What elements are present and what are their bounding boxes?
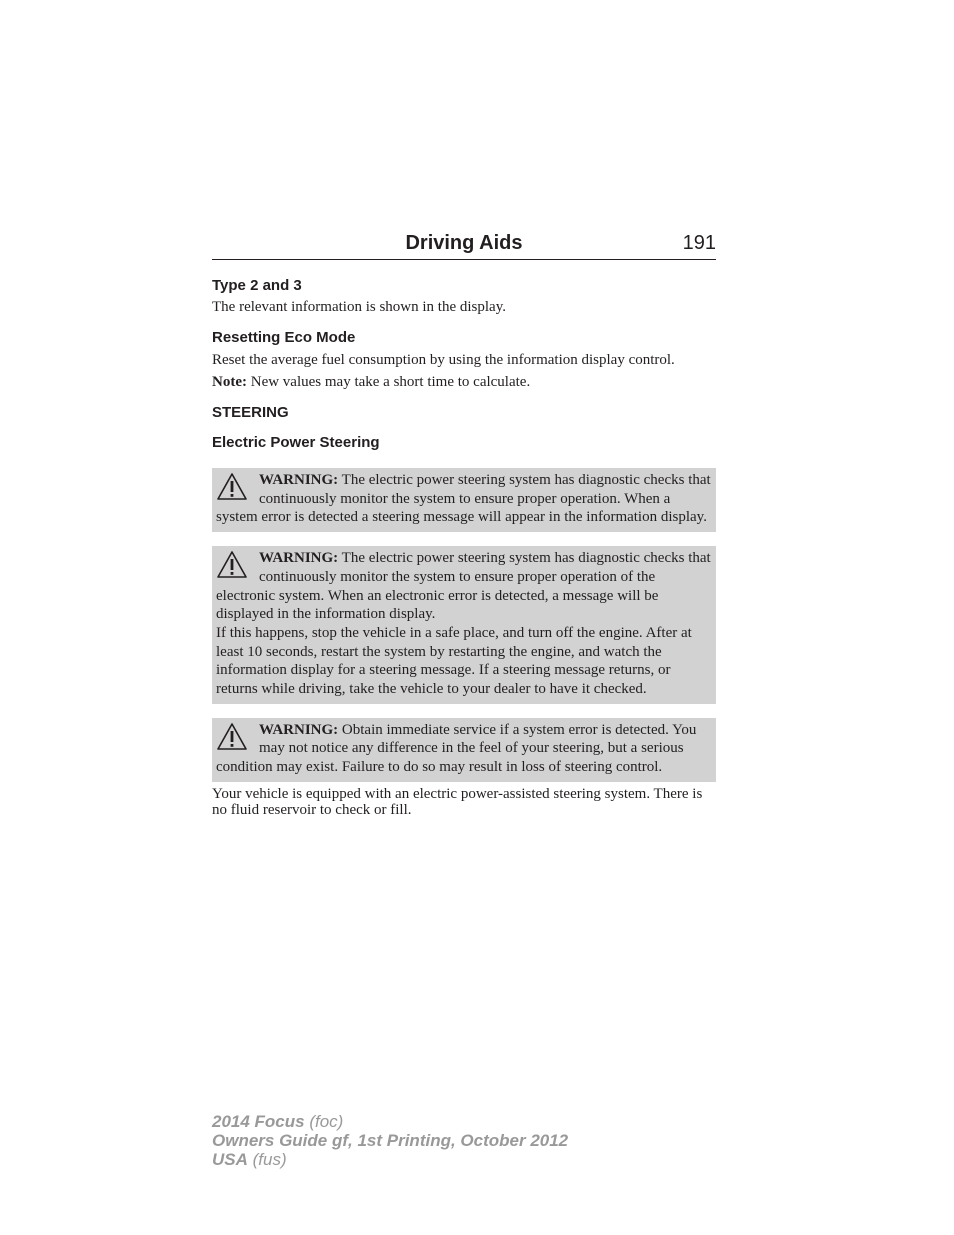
note-text: New values may take a short time to calculate. [246,374,531,390]
warning-text: The electric power steering system has diagnostic checks that continuously monitor the system to ensure proper operation. When a system error is detected a steering message will appear in the information display. [216,472,711,526]
footer-line-1: 2014 Focus (foc) [212,1112,344,1131]
warning-text: The electric power steering system has diagnostic checks that continuously monitor the system to ensure proper operation of the electronic system. When an electronic error is detected, a message will be displayed in the information display. [216,550,711,623]
warning-box [212,718,716,782]
warning-text-continued: If this happens, stop the vehicle in a safe place, and turn off the engine. After at least 10 seconds, restart the system by restarting the engine, and watch the information display for a steering message. If a steering message returns, or returns while driving, take the vehicle to your dealer to have it checked. [216,624,692,698]
warning-label: WARNING: [259,550,339,567]
page-content [212,228,716,818]
note-label: Note: [212,374,247,390]
warning-label: WARNING: [259,721,339,738]
note-paragraph [212,374,716,391]
type-2-3-body: The relevant information is shown in the display. [212,299,506,315]
warning-triangle-icon [216,550,248,580]
page-header [212,228,716,260]
warning-triangle-icon [216,722,248,752]
footer-line-2: Owners Guide gf, 1st Printing, October 2012 [212,1131,569,1150]
closing-paragraph: Your vehicle is equipped with an electric power-assisted steering system. There is no fluid reservoir to check or fill. [212,785,703,818]
footer-line-3: USA (fus) [212,1150,287,1169]
type-2-3-heading: Type 2 and 3 [212,277,302,294]
warning-box [212,468,716,532]
page-number: 191 [682,232,716,254]
warning-triangle-icon [216,472,248,502]
warning-label: WARNING: [259,472,339,488]
electric-power-steering-heading: Electric Power Steering [212,434,380,451]
resetting-eco-mode-body: Reset the average fuel consumption by using the information display control. [212,352,675,368]
steering-heading: STEERING [212,404,289,421]
warning-text: Obtain immediate service if a system error is detected. You may not notice any difference in the feel of your steering, but a serious condition may exist. Failure to do so may result in loss of steering control. [216,721,697,776]
resetting-eco-mode-heading: Resetting Eco Mode [212,329,356,346]
warning-box [212,546,716,704]
page-footer [212,1112,568,1169]
section-title: Driving Aids [405,232,523,254]
